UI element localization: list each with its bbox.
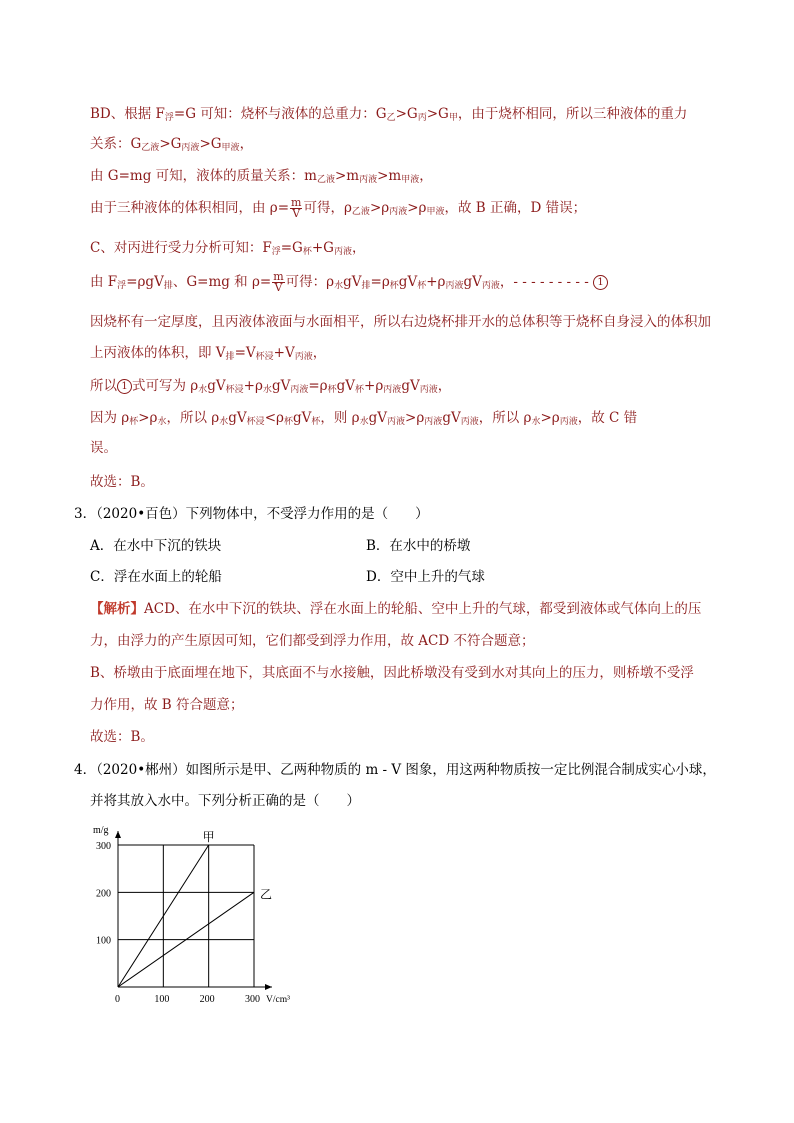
x-tick-label: 0: [115, 994, 120, 1005]
question-3-stem: 3．（2020•百色）下列物体中，不受浮力作用的是（ ）: [74, 506, 429, 522]
question-3-option-d: D．空中上升的气球: [366, 569, 485, 585]
explanation-line-6: 由 $F_浮=\rho gV_排$、G=mg 和 ρ= $\frac{m}{V}$ 可得：$\rho_水gV_排=\rho_杯gV_杯+\rho_{丙液}gV_{丙液}$，- - - - - - - - - 1: [90, 272, 608, 293]
y-axis-arrow: [115, 831, 121, 838]
explanation-answer: 故选：B。: [90, 474, 154, 490]
explanation-line-8: 上丙液体的体积，即 $V_排=V_{杯浸}+V_{丙液}$，: [90, 345, 327, 362]
series-label-1: 甲: [202, 830, 215, 844]
chart-series: [118, 845, 254, 987]
chart-labels: [93, 825, 290, 1005]
equation-marker-1: 1: [593, 275, 608, 290]
explanation-line-3: 由 G=mg 可知，液体的质量关系：$m_{乙液}>m_{丙液}>m_{甲液}$，: [90, 168, 433, 185]
question-3-explanation-1: 【解析】ACD、在水中下沉的铁块、浮在水面上的轮船、空中上升的气球，都受到液体或气体向上的压: [90, 601, 702, 617]
explanation-line-2: 关系：$G_{乙液}>G_{丙液}>G_{甲液}$，: [90, 136, 254, 153]
fraction-m-over-v: $\frac{m}{V}$: [291, 196, 302, 220]
x-tick-label: 200: [199, 994, 215, 1005]
question-3-explanation-2: 力，由浮力的产生原因可知，它们都受到浮力作用，故 ACD 不符合题意；: [90, 633, 535, 649]
question-3-option-a: A．在水中下沉的铁块: [90, 538, 222, 554]
question-4-stem-line-1: 4．（2020•郴州）如图所示是甲、乙两种物质的 m - V 图象，用这两种物质按一定比例混合制成实心小球，: [74, 762, 716, 778]
chart-axes: [115, 831, 272, 990]
x-tick-label: 300: [245, 994, 260, 1005]
x-axis-arrow: [265, 984, 272, 990]
explanation-line-9: 所以 1 式可写为 $\rho_水gV_{杯浸}+\rho_水gV_{丙液}=\rho_杯gV_杯+\rho_{丙液}gV_{丙液}$，: [90, 378, 452, 395]
y-tick-label: 100: [96, 935, 111, 947]
x-tick-label: 100: [154, 994, 170, 1005]
explanation-line-10: 因为 $\rho_杯>\rho_水$，所以 $\rho_水gV_{杯浸}<\rho_杯gV_杯$，则 $\rho_水gV_{丙液}>\rho_{丙液}gV_{丙液}$，所以 $\rho_水>\rho_{丙液}$，故 C 错: [90, 410, 638, 427]
equation-marker-1: 1: [117, 379, 132, 394]
explanation-line-5: C、对丙进行受力分析可知：$F_浮=G_杯+G_{丙液}$，: [90, 240, 366, 257]
question-4-stem-line-2: 并将其放入水中。下列分析正确的是（ ）: [90, 793, 360, 809]
y-tick-label: 300: [96, 841, 111, 852]
fraction-m-over-v: $\frac{m}{V}$: [273, 270, 284, 294]
question-3-option-c: C．浮在水面上的轮船: [90, 569, 222, 585]
explanation-line-4: 由于三种液体的体积相同，由 ρ= $\frac{m}{V}$ 可得，$\rho_{乙液}>\rho_{丙液}>\rho_{甲液}$，故 B 正确，D 错误；: [90, 196, 587, 220]
chart-grid: [118, 845, 254, 987]
x-axis-label: V/cm³: [266, 995, 290, 1005]
question-3-answer: 故选：B。: [90, 729, 154, 745]
y-tick-label: 200: [96, 888, 111, 900]
question-3-explanation-4: 力作用，故 B 符合题意；: [90, 697, 244, 713]
y-axis-label: m/g: [93, 825, 109, 836]
question-3-option-b: B．在水中的桥墩: [366, 538, 471, 554]
explanation-line-1: BD、根据 $F_浮=G$ 可知：烧杯与液体的总重力：$G_乙>G_丙>G_甲$，由于烧杯相同，所以三种液体的重力: [90, 106, 688, 123]
series-label-2: 乙: [260, 887, 273, 902]
explanation-line-7: 因烧杯有一定厚度，且丙液体液面与水面相平，所以右边烧杯排开水的总体积等于烧杯自身浸入的体积加: [90, 314, 711, 330]
explanation-line-11: 误。: [90, 440, 117, 456]
question-3-explanation-3: B、桥墩由于底面埋在地下，其底面不与水接触，因此桥墩没有受到水对其向上的压力，则桥墩不受浮: [90, 665, 694, 681]
mass-volume-chart: [80, 815, 310, 1010]
